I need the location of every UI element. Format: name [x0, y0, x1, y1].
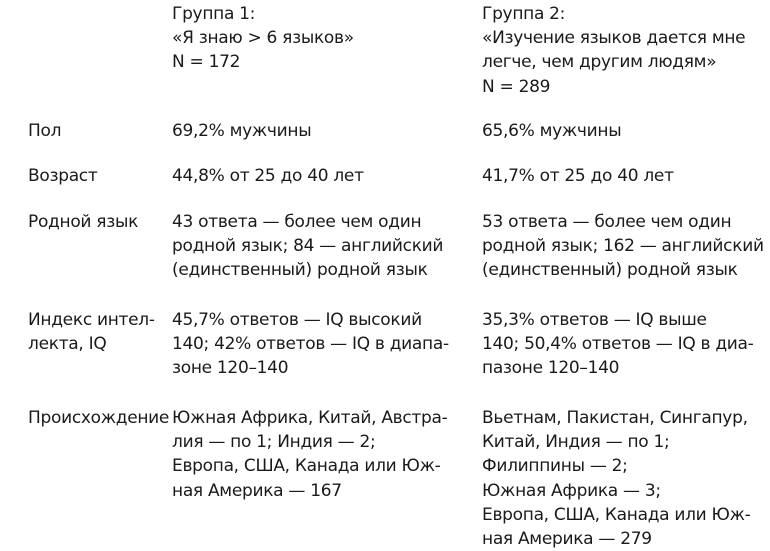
row-native-language-group-2: 53 ответа — более чем один родной язык; 162 — английский (единственный) родной язык: [482, 212, 764, 281]
row-origin-group-1: Южная Африка, Китай, Австра- лия — по 1; Индия — 2; Европа, США, Канада или Юж- ная Америка — 167: [172, 408, 448, 501]
row-age-group-2: 41,7% от 25 до 40 лет: [482, 166, 674, 186]
header-group-2: Группа 2: «Изучение языков дается мне легче, чем другим людям» N = 289: [482, 4, 746, 97]
row-sex-group-2: 65,6% мужчины: [482, 121, 622, 141]
row-native-language-group-1: 43 ответа — более чем один родной язык; 84 — английский (единственный) родной язык: [172, 212, 444, 281]
row-label-age: Возраст: [28, 166, 98, 186]
row-sex-group-1: 69,2% мужчины: [172, 121, 312, 141]
row-iq-group-2: 35,3% ответов — IQ выше 140; 50,4% ответов — IQ в диа- пазоне 120–140: [482, 310, 754, 379]
row-label-iq: Индекс интел- лекта, IQ: [28, 310, 155, 355]
row-label-native-language: Родной язык: [28, 212, 139, 232]
row-label-origin: Происхождение: [28, 408, 170, 428]
row-iq-group-1: 45,7% ответов — IQ высокий 140; 42% ответов — IQ в диапа- зоне 120–140: [172, 310, 449, 379]
row-age-group-1: 44,8% от 25 до 40 лет: [172, 166, 364, 186]
row-origin-group-2: Вьетнам, Пакистан, Сингапур, Китай, Индия — по 1; Филиппины — 2; Южная Африка — 3; Европа, США, Канада или Юж- ная Америка — 279: [482, 408, 751, 550]
row-label-sex: Пол: [28, 121, 62, 141]
header-group-1: Группа 1: «Я знаю > 6 языков» N = 172: [172, 4, 354, 73]
